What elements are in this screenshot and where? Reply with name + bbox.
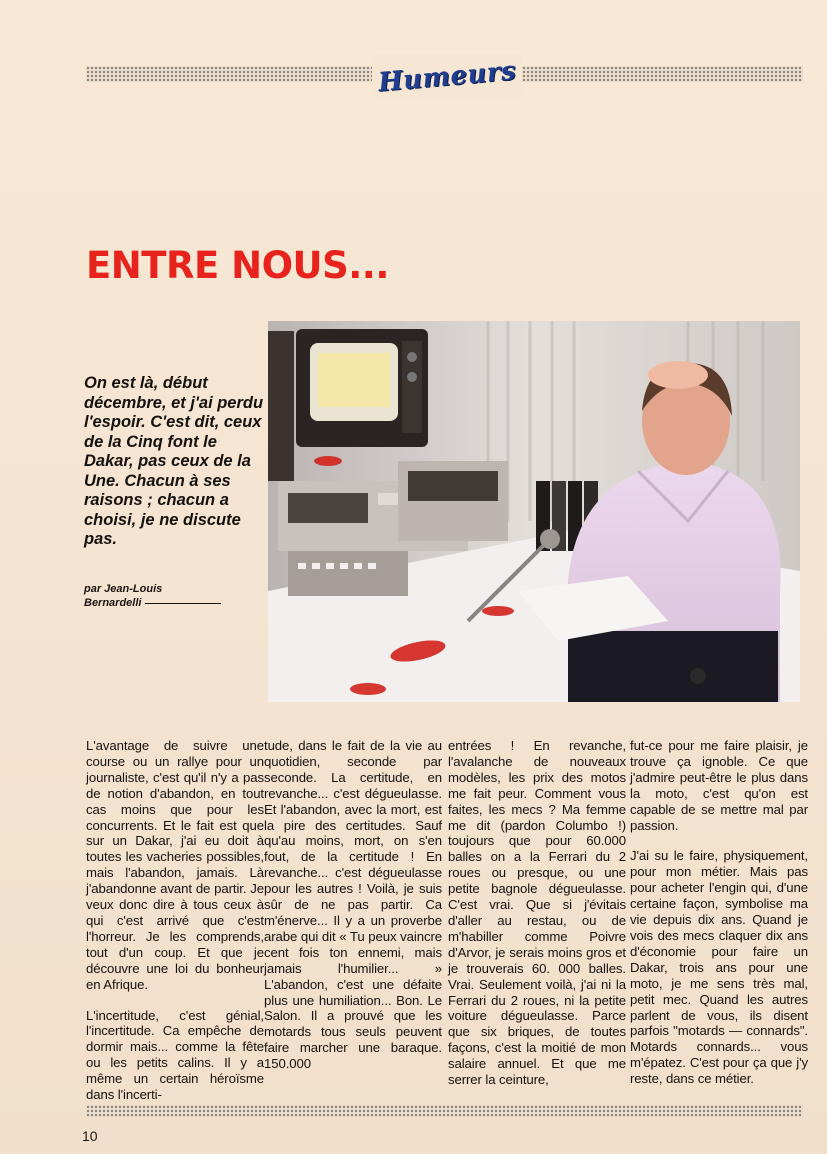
article-intro: On est là, début décembre, et j'ai perdu l'espoir. C'est dit, ceux de la Cinq font le Dakar, pas ceux de la Une. Chacun à ses raisons ; chacun a choisi, je ne discute pas.	[84, 374, 264, 548]
section-title: Humeurs	[376, 56, 518, 98]
column-4-paragraph-1: fut-ce pour me faire plaisir, je trouve ça ignoble. Ce que j'admire peut-être le plus dans la moto, c'est qu'on est capable de se mettre mal par passion.	[630, 738, 808, 833]
article-byline	[84, 582, 254, 610]
article-column-1	[86, 738, 264, 1118]
column-4-paragraph-2: J'ai su le faire, physiquement, pour mon métier. Mais pas pour acheter l'engin qui, d'une certaine façon, symbolise ma vie depuis dix ans. Quand je vois des mecs claquer dix ans d'économie pour faire un Dakar, trois ans pour une moto, je me sens très mal, petit mec. Quand les autres parlent de vous, ils disent parfois "motards — connards". Motards connards... vous m'épatez. C'est pour ça que j'y reste, dans ce métier.	[630, 848, 808, 1087]
column-1-paragraph-2: L'incertitude, c'est génial, l'incertitude. Ca empêche de dormir mais... comme la fête ou les petits calins. Il y a même un certain héroïsme dans l'incerti-	[86, 1007, 264, 1103]
article-column-2	[264, 738, 442, 1087]
byline-name: Bernardelli	[84, 597, 142, 609]
byline-rule	[145, 603, 221, 604]
article-column-3	[448, 738, 626, 1103]
section-logo	[372, 54, 522, 100]
byline-prefix: par Jean-Louis	[84, 583, 163, 595]
article-headline: ENTRE NOUS...	[86, 244, 389, 287]
article-column-4	[630, 738, 808, 1102]
column-1-paragraph-1: L'avantage de suivre une course ou un rallye pour un journaliste, c'est qu'il n'y a pas de notion d'abandon, en tout cas moins que pour les concurrents. Et le fait est que sur un Dakar, j'ai eu doit à toutes les vacheries possibles, mais l'abandon, jamais. Là j'abandonne avant de partir. Je veux donc dire à tous ceux à qui c'est arrivé que c'est l'horreur. Je les comprends, tout d'un coup. Et que je découvre une loi du bonheur en Afrique.	[86, 738, 264, 992]
column-3-paragraph-1: entrées ! En revanche, l'avalanche de nouveaux modèles, les prix des motos me fait peur. Comment vous faites, les mecs ? Ma femme me dit (pardon Columbo !) toujours que pour 60.000 balles on a la Ferrari du 2 roues ou presque, ou une petite bagnole dégueulasse. C'est vrai. Que si j'évitais d'aller au restau, ou de m'habiller comme Poivre d'Arvor, je serais moins gros et je trouverais 60. 000 balles. Vrai. Seulement voilà, j'ai ni la Ferrari du 2 roues, ni la petite voiture dégueulasse. Parce que six briques, de toutes façons, c'est la moitié de mon salaire annuel. Et que me serrer la ceinture,	[448, 738, 626, 1088]
article-photo	[268, 321, 800, 702]
page-number: 10	[82, 1128, 98, 1144]
photo-journalist-at-desk-icon	[268, 321, 800, 702]
column-2-paragraph-1: tude, dans le fait de la vie au quotidien, seconde par seconde. La certitude, en revanche... c'est dégueulasse. Et l'abandon, avec la mort, est la pire des certitudes. Sauf qu'au moins, mort, on s'en fout, de la certitude ! En revanche... c'est dégueulasse pour les autres ! Voilà, je suis sûr de ne pas partir. Ca m'énerve... Il y a un proverbe arabe qui dit « Tu peux vaincre cent fois ton ennemi, mais jamais l'humilier... » L'abandon, c'est une défaite plus une humiliation... Bon. Le Salon. Il a prouvé que les motards tous seuls peuvent faire marcher une baraque. 150.000	[264, 738, 442, 1072]
footer-dotted-band	[86, 1105, 803, 1117]
